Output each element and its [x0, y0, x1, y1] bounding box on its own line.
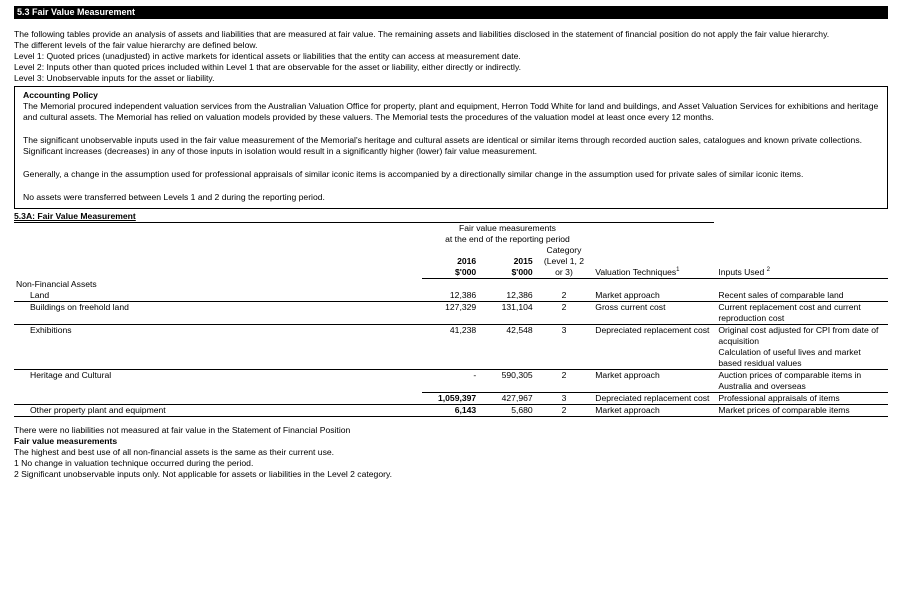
policy-paragraph: The Memorial procured independent valuation services from the Australian Valuation Office for property, plant and equipment, Herron Todd White for land and buildings, and Asset Valuation Services for exhibitions and heritage and cultural assets. The Memorial has relied on valuation models provided by these valuers. The Memorial tests the procedures of the valuation model at least once every 12 months.	[23, 101, 879, 122]
col-2016-header: 2016 $'000	[422, 245, 479, 279]
footnote: 1 No change in valuation technique occurred during the period.	[14, 458, 254, 468]
table-row: 1,059,397 427,967 3 Depreciated replacement cost Professional appraisals of items	[14, 393, 888, 405]
document	[14, 6, 888, 480]
footnote: 2 Significant unobservable inputs only. Not applicable for assets or liabilities in the Level 2 category.	[14, 469, 393, 479]
table-row: Buildings on freehold land 127,329 131,104 2 Gross current cost Current replacement cost and current reproduction cost	[14, 302, 888, 325]
table-row: Exhibitions 41,238 42,548 3 Depreciated replacement cost Original cost adjusted for CPI from date of acquisition Calculation of useful lives and market based residual values	[14, 325, 888, 370]
section-title: 5.3 Fair Value Measurement	[14, 6, 888, 19]
table-row: Land 12,386 12,386 2 Market approach Recent sales of comparable land	[14, 290, 888, 302]
col-2015-header: 2015 $'000	[478, 245, 535, 279]
intro-paragraph: The different levels of the fair value hierarchy are defined below.	[14, 40, 258, 50]
level-3-definition: Level 3: Unobservable inputs for the asset or liability.	[14, 73, 215, 83]
intro-text	[14, 29, 888, 84]
accounting-policy-box	[14, 86, 888, 209]
group-header: Fair value measurements at the end of the reporting period	[445, 223, 570, 244]
footnote: The highest and best use of all non-financial assets is the same as their current use.	[14, 447, 335, 457]
policy-paragraph: No assets were transferred between Levels 1 and 2 during the reporting period.	[23, 192, 325, 202]
footnotes	[14, 425, 888, 480]
policy-paragraph: Generally, a change in the assumption used for professional appraisals of similar iconic items is accompanied by a directionally similar change in the assumption used for private sales of similar iconic items.	[23, 169, 804, 179]
col-techniques-header: Valuation Techniques$^1$	[593, 245, 716, 279]
policy-paragraph: The significant unobservable inputs used in the fair value measurement of the Memorial's heritage and cultural assets are identical or similar items through recorded auction sales, catalogues and known private collections. Significant increases (decreases) in any of those inputs in isolation would result in a significantly higher (lower) fair value measurement.	[23, 135, 863, 156]
col-category-header: Category (Level 1, 2 or 3)	[535, 245, 594, 279]
col-inputs-header: Inputs Used $^2$	[716, 245, 888, 279]
level-1-definition: Level 1: Quoted prices (unadjusted) in active markets for identical assets or liabilities that the entity can access at measurement date.	[14, 51, 521, 61]
policy-title: Accounting Policy	[23, 90, 98, 100]
table-row: Heritage and Cultural - 590,305 2 Market approach Auction prices of comparable items in Australia and overseas	[30, 370, 862, 391]
footnote: There were no liabilities not measured at fair value in the Statement of Financial Position	[14, 425, 351, 435]
section-label: Non-Financial Assets	[16, 279, 97, 289]
fair-value-table	[14, 223, 888, 417]
table-title: 5.3A: Fair Value Measurement	[14, 211, 136, 221]
intro-paragraph: The following tables provide an analysis of assets and liabilities that are measured at fair value. The remaining assets and liabilities disclosed in the statement of financial position do not apply the fair value hierarchy.	[14, 29, 830, 39]
level-2-definition: Level 2: Inputs other than quoted prices included within Level 1 that are observable for the asset or liability, either directly or indirectly.	[14, 62, 521, 72]
footnote-heading: Fair value measurements	[14, 436, 118, 446]
table-row: Other property plant and equipment 6,143 5,680 2 Market approach Market prices of comparable items	[14, 405, 888, 417]
